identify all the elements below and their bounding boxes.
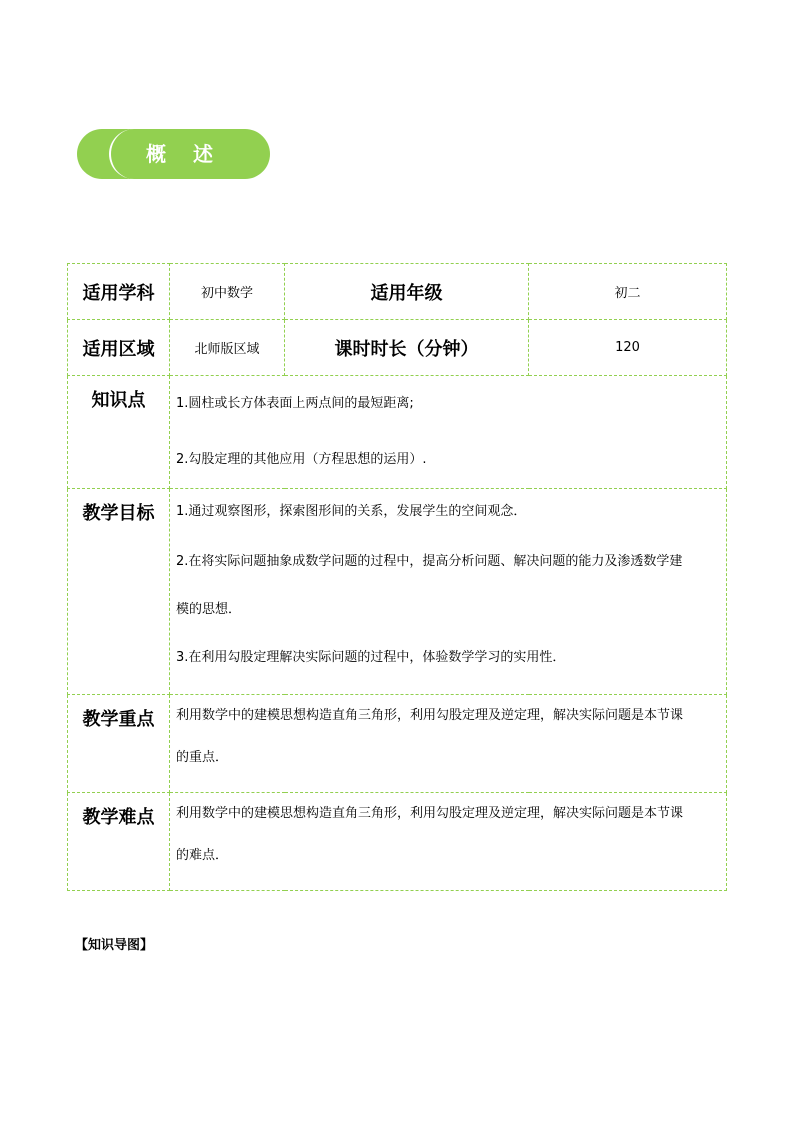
section-title: 概 述	[146, 142, 223, 166]
knowledge-item: 2.勾股定理的其他应用（方程思想的运用）.	[176, 452, 427, 467]
knowledge-label: 知识点	[68, 376, 170, 489]
subject-value: 初中数学	[170, 264, 285, 320]
key-point-item: 的重点．	[176, 750, 229, 765]
duration-value: 120	[529, 320, 727, 376]
table-row	[68, 320, 727, 376]
region-value: 北师版区域	[170, 320, 285, 376]
goal-item: 3.在利用勾股定理解决实际问题的过程中，体验数学学习的实用性．	[176, 650, 566, 665]
key-point-item: 利用数学中的建模思想构造直角三角形，利用勾股定理及逆定理，解决实际问题是本节课	[176, 708, 684, 723]
course-info-table	[67, 263, 727, 891]
table-row	[68, 264, 727, 320]
knowledge-item: 1.圆柱或长方体表面上两点间的最短距离;	[176, 396, 414, 411]
knowledge-map-title: 【知识导图】	[75, 938, 154, 953]
goal-item: 1.通过观察图形，探索图形间的关系，发展学生的空间观念．	[176, 504, 527, 519]
key-points-content	[170, 695, 727, 793]
table-row	[68, 489, 727, 695]
difficulty-item: 利用数学中的建模思想构造直角三角形，利用勾股定理及逆定理，解决实际问题是本节课	[176, 806, 684, 821]
grade-value: 初二	[529, 264, 727, 320]
difficulties-label: 教学难点	[68, 793, 170, 891]
subject-label: 适用学科	[68, 264, 170, 320]
grade-label: 适用年级	[285, 264, 529, 320]
knowledge-content	[170, 376, 727, 489]
region-label: 适用区域	[68, 320, 170, 376]
table-row	[68, 376, 727, 489]
table-row	[68, 695, 727, 793]
goals-content	[170, 489, 727, 695]
goal-item: 2.在将实际问题抽象成数学问题的过程中，提高分析问题、解决问题的能力及渗透数学建	[176, 554, 683, 569]
table-row	[68, 793, 727, 891]
goals-label: 教学目标	[68, 489, 170, 695]
key-points-label: 教学重点	[68, 695, 170, 793]
duration-label: 课时时长（分钟）	[285, 320, 529, 376]
goal-item: 模的思想．	[176, 602, 242, 617]
difficulties-content	[170, 793, 727, 891]
difficulty-item: 的难点．	[176, 848, 229, 863]
